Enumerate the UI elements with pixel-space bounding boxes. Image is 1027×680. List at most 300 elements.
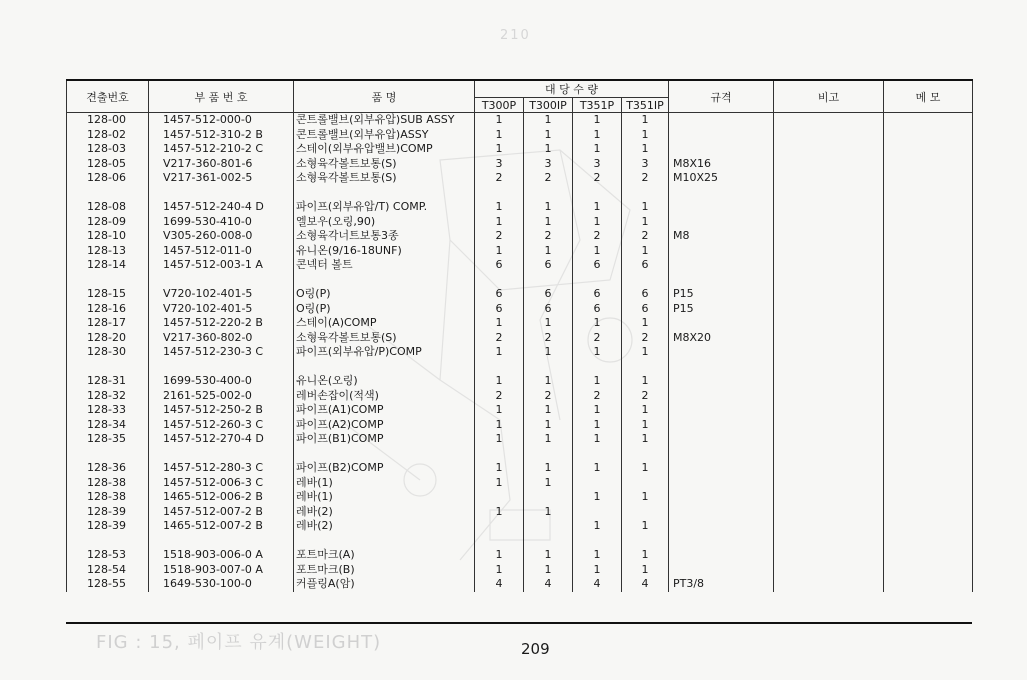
qty-cell: 1	[573, 403, 622, 418]
part-number-cell: 1457-512-007-2 B	[149, 505, 294, 520]
part-number-cell: 1457-512-260-3 C	[149, 418, 294, 433]
qty-cell: 2	[622, 229, 669, 244]
qty-cell: 1	[622, 244, 669, 259]
qty-cell: 1	[475, 548, 524, 563]
memo-cell	[884, 244, 973, 259]
remark-cell	[774, 331, 884, 346]
table-row	[67, 389, 973, 404]
header-part-no: 부 품 번 호	[149, 80, 294, 113]
no-cell: 128-38	[67, 476, 149, 491]
memo-cell	[884, 461, 973, 476]
no-cell: 128-38	[67, 490, 149, 505]
bleed-through-caption: FIG : 15, 페이프 유계(WEIGHT)	[96, 632, 382, 653]
qty-cell: 1	[475, 418, 524, 433]
table-row	[67, 432, 973, 447]
empty-cell	[524, 447, 573, 462]
part-number-cell: 1518-903-006-0 A	[149, 548, 294, 563]
qty-cell: 1	[573, 113, 622, 128]
header-name: 품 명	[294, 80, 475, 113]
empty-cell	[524, 534, 573, 549]
memo-cell	[884, 113, 973, 128]
memo-cell	[884, 128, 973, 143]
part-name-cell: 레바(1)	[294, 476, 475, 491]
qty-cell: 1	[573, 345, 622, 360]
qty-cell: 1	[475, 215, 524, 230]
table-row	[67, 418, 973, 433]
memo-cell	[884, 505, 973, 520]
part-name-cell: 파이프(B1)COMP	[294, 432, 475, 447]
remark-cell	[774, 548, 884, 563]
qty-cell: 1	[622, 461, 669, 476]
part-name-cell: 파이프(A1)COMP	[294, 403, 475, 418]
part-number-cell: 1457-512-210-2 C	[149, 142, 294, 157]
qty-cell: 1	[524, 374, 573, 389]
no-cell: 128-05	[67, 157, 149, 172]
qty-cell: 1	[524, 505, 573, 520]
qty-cell: 1	[475, 200, 524, 215]
remark-cell	[774, 128, 884, 143]
part-number-cell: 1699-530-400-0	[149, 374, 294, 389]
qty-cell: 6	[475, 287, 524, 302]
part-name-cell: 엘보우(오링,90)	[294, 215, 475, 230]
qty-cell: 1	[573, 432, 622, 447]
qty-cell: 1	[524, 113, 573, 128]
spec-cell	[669, 418, 774, 433]
empty-cell	[622, 534, 669, 549]
spec-cell: M8X16	[669, 157, 774, 172]
empty-cell	[475, 186, 524, 201]
empty-cell	[573, 360, 622, 375]
spec-cell	[669, 258, 774, 273]
empty-cell	[149, 186, 294, 201]
spec-cell: M8	[669, 229, 774, 244]
spec-cell: PT3/8	[669, 577, 774, 592]
memo-cell	[884, 548, 973, 563]
qty-cell	[475, 519, 524, 534]
spec-cell: P15	[669, 302, 774, 317]
part-number-cell: V217-361-002-5	[149, 171, 294, 186]
empty-cell	[774, 360, 884, 375]
part-number-cell: 1457-512-230-3 C	[149, 345, 294, 360]
part-name-cell: 소형육각볼트보통(S)	[294, 331, 475, 346]
qty-cell: 2	[524, 331, 573, 346]
table-row	[67, 128, 973, 143]
empty-cell	[67, 186, 149, 201]
qty-cell: 3	[622, 157, 669, 172]
spec-cell	[669, 563, 774, 578]
remark-cell	[774, 316, 884, 331]
memo-cell	[884, 389, 973, 404]
no-cell: 128-09	[67, 215, 149, 230]
part-name-cell: 콘넥터 볼트	[294, 258, 475, 273]
memo-cell	[884, 302, 973, 317]
spec-cell	[669, 461, 774, 476]
part-number-cell: 1457-512-003-1 A	[149, 258, 294, 273]
qty-cell: 1	[622, 432, 669, 447]
memo-cell	[884, 418, 973, 433]
empty-cell	[622, 186, 669, 201]
remark-cell	[774, 302, 884, 317]
part-name-cell: 콘트롤밸브(외부유압)SUB ASSY	[294, 113, 475, 128]
table-row	[67, 157, 973, 172]
no-cell: 128-16	[67, 302, 149, 317]
qty-cell: 1	[573, 461, 622, 476]
part-name-cell: 파이프(외부유압/P)COMP	[294, 345, 475, 360]
empty-cell	[573, 273, 622, 288]
qty-cell: 1	[573, 215, 622, 230]
empty-cell	[622, 273, 669, 288]
qty-cell: 1	[475, 374, 524, 389]
qty-cell: 1	[475, 345, 524, 360]
part-number-cell: 1457-512-250-2 B	[149, 403, 294, 418]
qty-cell: 1	[475, 316, 524, 331]
qty-cell: 1	[573, 244, 622, 259]
no-cell: 128-03	[67, 142, 149, 157]
memo-cell	[884, 577, 973, 592]
remark-cell	[774, 461, 884, 476]
table-row	[67, 490, 973, 505]
header-model: T300P	[475, 98, 524, 113]
empty-cell	[774, 273, 884, 288]
table-row	[67, 403, 973, 418]
part-number-cell: V305-260-008-0	[149, 229, 294, 244]
memo-cell	[884, 171, 973, 186]
no-cell: 128-53	[67, 548, 149, 563]
qty-cell: 1	[573, 490, 622, 505]
remark-cell	[774, 258, 884, 273]
bleed-through-page-number: 210	[500, 28, 531, 43]
table-row	[67, 563, 973, 578]
empty-cell	[475, 360, 524, 375]
qty-cell: 6	[622, 287, 669, 302]
no-cell: 128-30	[67, 345, 149, 360]
remark-cell	[774, 418, 884, 433]
part-number-cell: 1699-530-410-0	[149, 215, 294, 230]
empty-cell	[884, 534, 973, 549]
part-number-cell: 1457-512-310-2 B	[149, 128, 294, 143]
part-number-cell: 1457-512-240-4 D	[149, 200, 294, 215]
qty-cell: 1	[475, 244, 524, 259]
qty-cell: 1	[524, 244, 573, 259]
qty-cell: 1	[475, 113, 524, 128]
part-name-cell: 포트마크(A)	[294, 548, 475, 563]
memo-cell	[884, 229, 973, 244]
qty-cell	[573, 505, 622, 520]
remark-cell	[774, 490, 884, 505]
qty-cell: 1	[524, 128, 573, 143]
part-name-cell: O링(P)	[294, 287, 475, 302]
part-number-cell: 2161-525-002-0	[149, 389, 294, 404]
table-row	[67, 374, 973, 389]
spacer-row	[67, 186, 973, 201]
empty-cell	[149, 273, 294, 288]
spec-cell	[669, 505, 774, 520]
qty-cell: 1	[524, 215, 573, 230]
empty-cell	[774, 447, 884, 462]
empty-cell	[669, 186, 774, 201]
qty-cell: 1	[622, 316, 669, 331]
qty-cell: 1	[475, 432, 524, 447]
no-cell: 128-36	[67, 461, 149, 476]
qty-cell: 1	[573, 316, 622, 331]
table-row	[67, 287, 973, 302]
no-cell: 128-32	[67, 389, 149, 404]
qty-cell: 1	[573, 519, 622, 534]
qty-cell: 1	[622, 113, 669, 128]
no-cell: 128-10	[67, 229, 149, 244]
qty-cell: 3	[475, 157, 524, 172]
part-number-cell: 1518-903-007-0 A	[149, 563, 294, 578]
qty-cell: 1	[622, 548, 669, 563]
empty-cell	[475, 534, 524, 549]
empty-cell	[67, 447, 149, 462]
memo-cell	[884, 215, 973, 230]
empty-cell	[524, 186, 573, 201]
qty-cell	[475, 490, 524, 505]
remark-cell	[774, 113, 884, 128]
table-row	[67, 505, 973, 520]
qty-cell: 2	[475, 389, 524, 404]
spec-cell	[669, 113, 774, 128]
empty-cell	[622, 447, 669, 462]
no-cell: 128-35	[67, 432, 149, 447]
qty-cell: 1	[524, 548, 573, 563]
qty-cell: 1	[622, 200, 669, 215]
empty-cell	[669, 534, 774, 549]
header-qty-group: 대 당 수 량	[475, 80, 669, 98]
qty-cell: 2	[573, 171, 622, 186]
table-row	[67, 258, 973, 273]
empty-cell	[294, 447, 475, 462]
qty-cell: 1	[524, 432, 573, 447]
qty-cell: 1	[573, 200, 622, 215]
memo-cell	[884, 563, 973, 578]
table-row	[67, 302, 973, 317]
qty-cell: 1	[475, 128, 524, 143]
qty-cell: 1	[622, 345, 669, 360]
table-row	[67, 113, 973, 128]
part-number-cell: 1457-512-270-4 D	[149, 432, 294, 447]
part-name-cell: O링(P)	[294, 302, 475, 317]
qty-cell: 3	[524, 157, 573, 172]
qty-cell	[622, 476, 669, 491]
header-model: T351IP	[622, 98, 669, 113]
empty-cell	[67, 534, 149, 549]
qty-cell: 1	[475, 505, 524, 520]
spacer-row	[67, 447, 973, 462]
qty-cell: 6	[622, 258, 669, 273]
part-name-cell: 파이프(B2)COMP	[294, 461, 475, 476]
remark-cell	[774, 432, 884, 447]
qty-cell: 1	[622, 215, 669, 230]
table-row	[67, 316, 973, 331]
part-number-cell: 1457-512-000-0	[149, 113, 294, 128]
remark-cell	[774, 374, 884, 389]
header-memo: 메 모	[884, 80, 973, 113]
table-row	[67, 461, 973, 476]
no-cell: 128-39	[67, 505, 149, 520]
qty-cell: 1	[475, 563, 524, 578]
qty-cell: 2	[622, 331, 669, 346]
empty-cell	[294, 534, 475, 549]
qty-cell	[622, 505, 669, 520]
part-name-cell: 유니온(오링)	[294, 374, 475, 389]
part-name-cell: 스테이(A)COMP	[294, 316, 475, 331]
qty-cell: 1	[573, 548, 622, 563]
empty-cell	[884, 186, 973, 201]
spec-cell	[669, 403, 774, 418]
part-number-cell: 1457-512-006-3 C	[149, 476, 294, 491]
spec-cell	[669, 345, 774, 360]
empty-cell	[622, 360, 669, 375]
qty-cell: 6	[475, 302, 524, 317]
part-name-cell: 레바(2)	[294, 519, 475, 534]
remark-cell	[774, 345, 884, 360]
remark-cell	[774, 577, 884, 592]
qty-cell: 1	[622, 142, 669, 157]
table-row	[67, 577, 973, 592]
no-cell: 128-34	[67, 418, 149, 433]
no-cell: 128-55	[67, 577, 149, 592]
part-number-cell: 1465-512-006-2 B	[149, 490, 294, 505]
qty-cell: 1	[475, 476, 524, 491]
memo-cell	[884, 490, 973, 505]
memo-cell	[884, 519, 973, 534]
memo-cell	[884, 258, 973, 273]
spec-cell	[669, 142, 774, 157]
qty-cell: 1	[524, 200, 573, 215]
empty-cell	[774, 534, 884, 549]
header-no: 견출번호	[67, 80, 149, 113]
remark-cell	[774, 171, 884, 186]
qty-cell: 1	[524, 142, 573, 157]
qty-cell: 6	[475, 258, 524, 273]
qty-cell: 6	[622, 302, 669, 317]
qty-cell: 4	[475, 577, 524, 592]
empty-cell	[669, 447, 774, 462]
spec-cell: P15	[669, 287, 774, 302]
qty-cell: 2	[622, 389, 669, 404]
spacer-row	[67, 273, 973, 288]
qty-cell	[524, 519, 573, 534]
spec-cell	[669, 200, 774, 215]
table-row	[67, 229, 973, 244]
empty-cell	[294, 360, 475, 375]
qty-cell: 1	[475, 142, 524, 157]
empty-cell	[67, 273, 149, 288]
empty-cell	[669, 273, 774, 288]
remark-cell	[774, 244, 884, 259]
spec-cell: M8X20	[669, 331, 774, 346]
qty-cell: 2	[622, 171, 669, 186]
memo-cell	[884, 142, 973, 157]
qty-cell: 6	[524, 302, 573, 317]
spec-cell	[669, 476, 774, 491]
part-number-cell: V720-102-401-5	[149, 287, 294, 302]
empty-cell	[294, 273, 475, 288]
empty-cell	[149, 360, 294, 375]
part-number-cell: 1465-512-007-2 B	[149, 519, 294, 534]
no-cell: 128-00	[67, 113, 149, 128]
table-row	[67, 142, 973, 157]
empty-cell	[774, 186, 884, 201]
qty-cell: 1	[622, 490, 669, 505]
remark-cell	[774, 142, 884, 157]
empty-cell	[884, 447, 973, 462]
qty-cell: 2	[524, 229, 573, 244]
memo-cell	[884, 157, 973, 172]
remark-cell	[774, 563, 884, 578]
part-name-cell: 소형육각너트보통3종	[294, 229, 475, 244]
part-name-cell: 레바(2)	[294, 505, 475, 520]
qty-cell: 1	[573, 142, 622, 157]
spec-cell	[669, 490, 774, 505]
qty-cell: 1	[524, 345, 573, 360]
empty-cell	[573, 186, 622, 201]
part-name-cell: 포트마크(B)	[294, 563, 475, 578]
empty-cell	[67, 360, 149, 375]
empty-cell	[475, 273, 524, 288]
empty-cell	[573, 534, 622, 549]
part-number-cell: V217-360-801-6	[149, 157, 294, 172]
qty-cell: 1	[475, 461, 524, 476]
no-cell: 128-14	[67, 258, 149, 273]
header-model: T351P	[573, 98, 622, 113]
part-number-cell: V720-102-401-5	[149, 302, 294, 317]
part-name-cell: 소형육각볼트보통(S)	[294, 171, 475, 186]
memo-cell	[884, 331, 973, 346]
memo-cell	[884, 374, 973, 389]
spec-cell: M10X25	[669, 171, 774, 186]
qty-cell: 1	[524, 461, 573, 476]
bottom-rule	[66, 622, 972, 624]
no-cell: 128-39	[67, 519, 149, 534]
empty-cell	[149, 534, 294, 549]
spec-cell	[669, 374, 774, 389]
spec-cell	[669, 432, 774, 447]
qty-cell: 4	[573, 577, 622, 592]
no-cell: 128-20	[67, 331, 149, 346]
qty-cell: 1	[524, 476, 573, 491]
qty-cell: 1	[622, 563, 669, 578]
memo-cell	[884, 345, 973, 360]
memo-cell	[884, 287, 973, 302]
qty-cell: 4	[622, 577, 669, 592]
part-name-cell: 파이프(A2)COMP	[294, 418, 475, 433]
qty-cell: 1	[622, 374, 669, 389]
spacer-row	[67, 360, 973, 375]
qty-cell: 1	[524, 316, 573, 331]
qty-cell: 1	[573, 418, 622, 433]
remark-cell	[774, 403, 884, 418]
qty-cell: 1	[573, 374, 622, 389]
table-row	[67, 171, 973, 186]
qty-cell: 1	[622, 418, 669, 433]
qty-cell: 1	[524, 418, 573, 433]
spec-cell	[669, 519, 774, 534]
empty-cell	[475, 447, 524, 462]
part-name-cell: 콘트롤밸브(외부유압)ASSY	[294, 128, 475, 143]
no-cell: 128-08	[67, 200, 149, 215]
empty-cell	[884, 273, 973, 288]
empty-cell	[294, 186, 475, 201]
table-row	[67, 331, 973, 346]
table-row	[67, 244, 973, 259]
part-name-cell: 소형육각볼트보통(S)	[294, 157, 475, 172]
spec-cell	[669, 316, 774, 331]
table-row	[67, 519, 973, 534]
no-cell: 128-15	[67, 287, 149, 302]
